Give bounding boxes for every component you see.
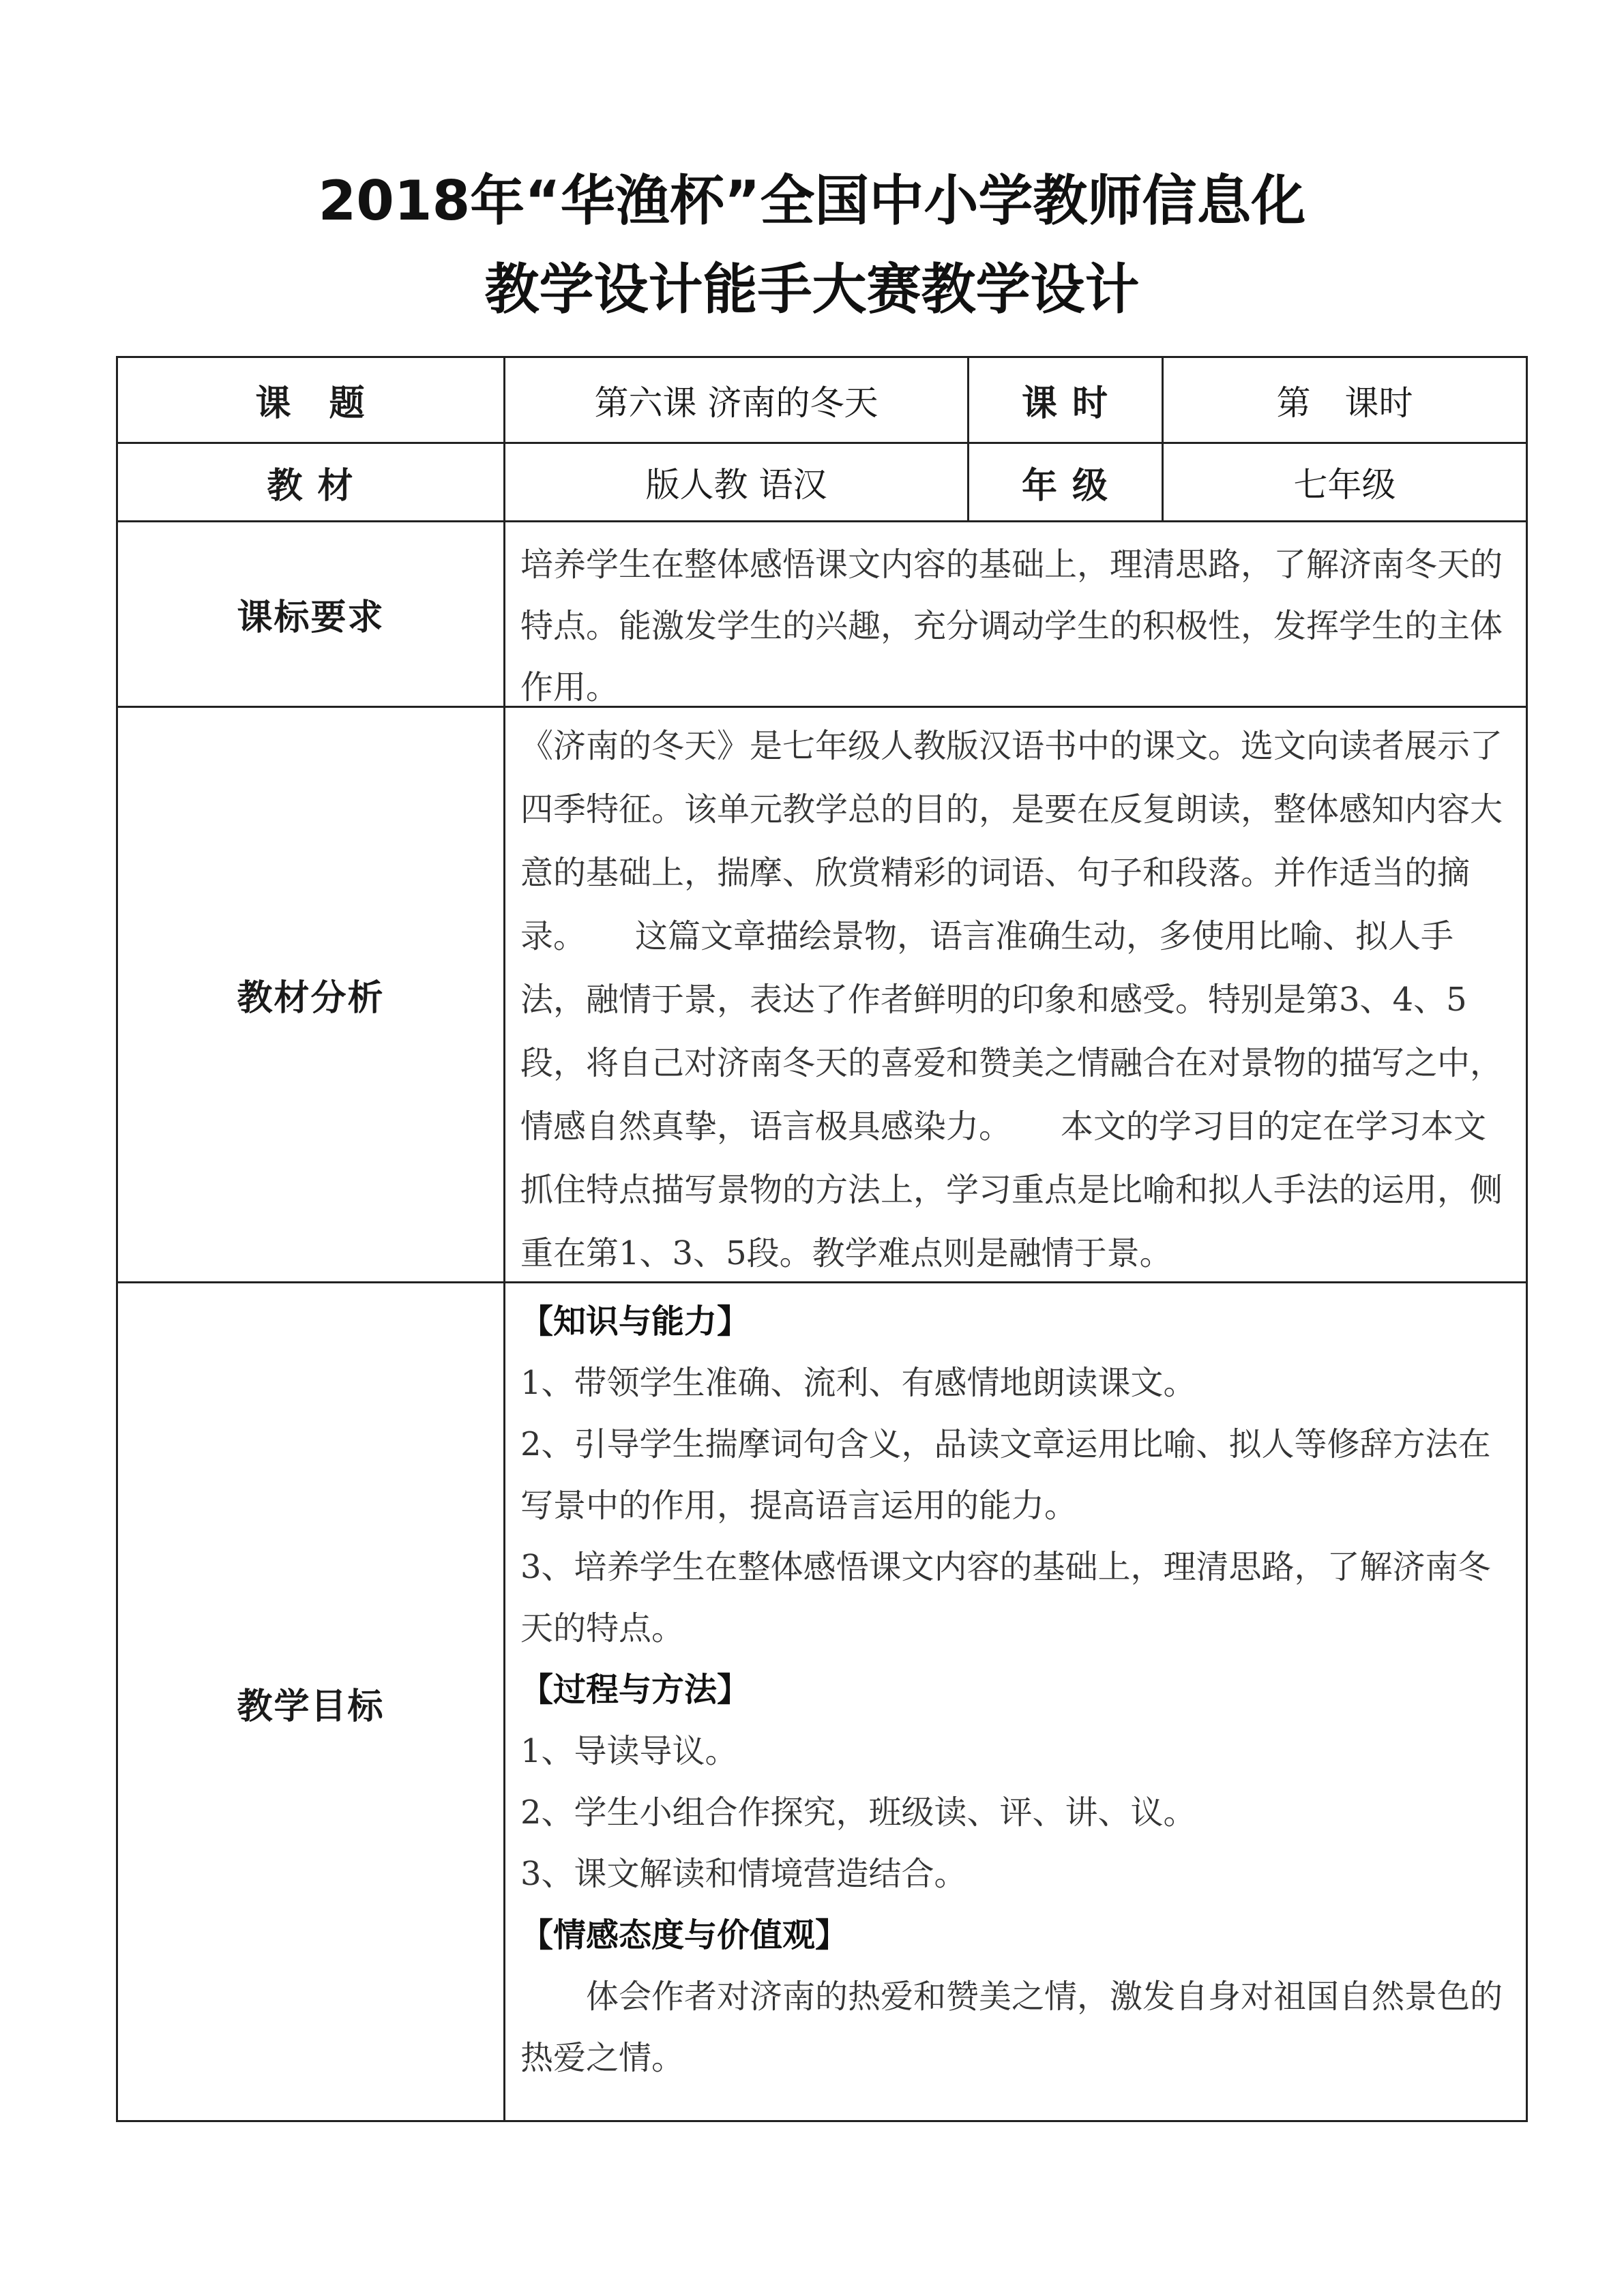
emotion-heading: 【情感态度与价值观】 xyxy=(520,1916,848,1954)
grade-label: 年 级 xyxy=(1021,465,1110,507)
objectives-label: 教学目标 xyxy=(237,1686,385,1727)
process-heading: 【过程与方法】 xyxy=(520,1671,750,1709)
knowledge-item: 2、引导学生揣摩词句含义，品读文章运用比喻、拟人等修辞方法在写景中的作用，提高语言运用的能力。 xyxy=(520,1425,1491,1525)
hours-value: 第 课时 xyxy=(1276,383,1413,423)
lesson-plan-table xyxy=(116,356,1528,2122)
topic-value: 第六课 济南的冬天 xyxy=(594,383,879,423)
curriculum-paragraph: 培养学生在整体感悟课文内容的基础上，理清思路，了解济南冬天的特点。能激发学生的兴趣，充分调动学生的积极性，发挥学生的主体作用。 xyxy=(520,546,1503,706)
curriculum-text xyxy=(520,534,1509,718)
objectives-content xyxy=(520,1291,1509,2089)
knowledge-heading: 【知识与能力】 xyxy=(520,1302,750,1341)
emotion-text: 体会作者对济南的热爱和赞美之情，激发自身对祖国自然景色的热爱之情。 xyxy=(520,1978,1503,2077)
analysis-paragraph: 《济南的冬天》是七年级人教版汉语书中的课文。选文向读者展示了四季特征。该单元教学总的目的，是要在反复朗读，整体感知内容大意的基础上，揣摩、欣赏精彩的词语、句子和段落。并作适当的摘录。 这篇文章描绘景物，语言准确生动，多使用比喻、拟人手法，融情于景，表达了作者鲜明的印象和感受。特别是第3、4、5段，将自己对济南冬天的喜爱和赞美之情融合在对景物的描写之中，情感自然真挚，语言极具感染力。 本文的学习目的定在学习本文抓住特点描写景物的方法上，学习重点是比喻和拟人手法的运用，侧重在第1、3、5段。教学难点则是融情于景。 xyxy=(520,727,1503,1272)
topic-label: 课 题 xyxy=(255,383,366,424)
document-title-line2: 教学设计能手大赛教学设计 xyxy=(484,258,1140,321)
textbook-value: 版人教 语汉 xyxy=(645,465,827,505)
textbook-label: 教 材 xyxy=(267,465,355,507)
analysis-label: 教材分析 xyxy=(237,978,385,1019)
grade-value: 七年级 xyxy=(1293,465,1396,505)
process-item: 2、学生小组合作探究，班级读、评、讲、议。 xyxy=(520,1793,1196,1832)
curriculum-label: 课标要求 xyxy=(237,597,385,638)
process-item: 1、导读导议。 xyxy=(520,1732,738,1770)
column-divider xyxy=(503,358,505,2122)
knowledge-item: 3、培养学生在整体感悟课文内容的基础上，理清思路，了解济南冬天的特点。 xyxy=(520,1548,1491,1648)
process-item: 3、课文解读和情境营造结合。 xyxy=(520,1855,967,1893)
analysis-text xyxy=(520,715,1509,1285)
document-title-line1: 2018年“华渔杯”全国中小学教师信息化 xyxy=(318,169,1306,233)
knowledge-item: 1、带领学生准确、流利、有感情地朗读课文。 xyxy=(520,1364,1196,1402)
hours-label: 课 时 xyxy=(1021,383,1110,424)
